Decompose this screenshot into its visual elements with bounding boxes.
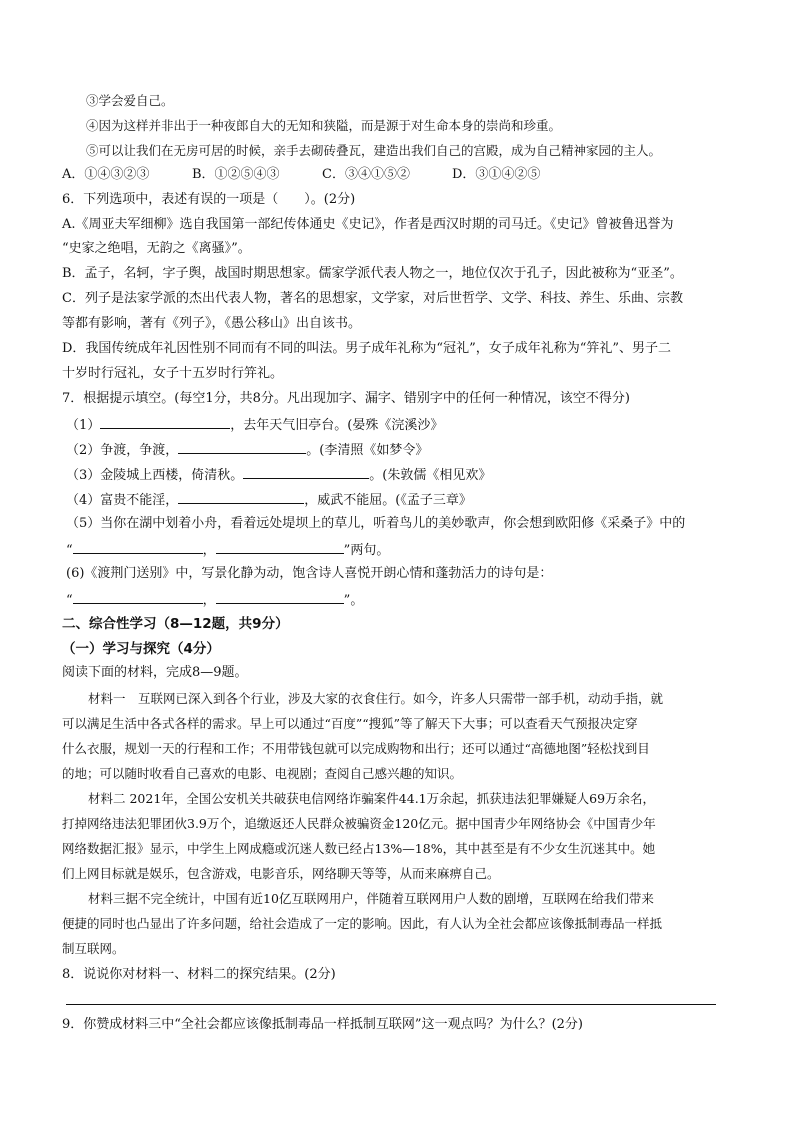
q5-option-b: B．①②⑤④③ — [192, 167, 280, 182]
q7-stem: 7．根据提示填空。(每空1分，共8分。凡出现加字、漏字、错别字中的任何一种情况，该空不得分) — [62, 391, 630, 406]
q5-options — [62, 166, 582, 184]
q5-option-d: D．③①④②⑤ — [452, 167, 541, 182]
material-1-line: 什么衣服，规划一天的行程和工作；不用带钱包就可以完成购物和出行；还可以通过“高德地图”轻松找到目 — [62, 741, 650, 756]
q9-stem: 9．你赞成材料三中“全社会都应该像抵制毒品一样抵制互联网”这一观点吗？为什么？(2分) — [62, 1017, 583, 1032]
material-2-line: 网络数据汇报》显示，中学生上网成瘾或沉迷人数已经占13%—18%，其中甚至是有不少女生沉迷其中。她 — [62, 841, 656, 856]
q5-option-a: A．①④③②③ — [62, 167, 150, 182]
q6-option-c-line1: C．列子是法家学派的杰出代表人物，著名的思想家，文学家，对后世哲学、文学、科技、养生、乐曲、宗教 — [62, 291, 683, 306]
q6-stem: 6．下列选项中，表述有误的一项是（ ）。(2分) — [62, 192, 356, 207]
section-2-subtitle: （一）学习与探究（4分） — [62, 641, 220, 657]
q5-sentence-5: ⑤可以让我们在无房可居的时候，亲手去砌砖叠瓦，建造出我们自己的宫殿，成为自己精神家园的主人。 — [86, 143, 662, 158]
section-2-title: 二、综合性学习（8—12题，共9分） — [62, 616, 289, 632]
answer-blank[interactable] — [178, 440, 306, 454]
material-1-line: 材料一 互联网已深入到各个行业，涉及大家的衣食住行。如今，许多人只需带一部手机，动动手指，就 — [88, 691, 664, 706]
material-2-line: 们上网目标就是娱乐，包含游戏，电影音乐，网络聊天等等，从而来麻痹自己。 — [62, 866, 500, 881]
q6-option-a-line1: A.《周亚夫军细柳》选自我国第一部纪传体通史《史记》，作者是西汉时期的司马迁。《史记》曾被鲁迅誉为 — [62, 217, 674, 232]
q7-item-4: （4）富贵不能淫， ，威武不能屈。(《孟子三章》 — [66, 490, 472, 510]
answer-blank[interactable] — [216, 590, 344, 604]
q7-item-5-line2: “ ， ”两句。 — [66, 540, 389, 560]
answer-blank[interactable] — [73, 540, 203, 554]
answer-blank[interactable] — [216, 540, 344, 554]
material-3-line: 便捷的同时也凸显出了许多问题，给社会造成了一定的影响。因此，有人认为全社会都应该像抵制毒品一样抵 — [62, 916, 663, 931]
q6-option-c-line2: 等都有影响，著有《列子》，《愚公移山》出自该书。 — [62, 316, 362, 331]
q7-item-5-line1: （5）当你在湖中划着小舟，看着远处堤坝上的草儿，听着鸟儿的美妙歌声，你会想到欧阳修《采桑子》中的 — [66, 516, 686, 531]
answer-blank[interactable] — [243, 465, 369, 479]
answer-blank[interactable] — [100, 415, 230, 429]
q7-item-3: （3）金陵城上西楼，倚清秋。 。(朱敦儒《相见欢》 — [66, 465, 491, 485]
q6-option-b: B．孟子，名轲，字子舆，战国时期思想家。儒家学派代表人物之一，地位仅次于孔子，因此被称为“亚圣”。 — [62, 266, 683, 281]
q5-sentence-4: ④因为这样并非出于一种夜郎自大的无知和狭隘，而是源于对生命本身的崇尚和珍重。 — [86, 118, 562, 133]
q5-option-c: C．③④①⑤② — [322, 167, 410, 182]
q7-item-2: （2）争渡，争渡， 。(李清照《如梦令》 — [66, 440, 428, 460]
q7-item-1: （1） ，去年天气旧亭台。(晏殊《浣溪沙》 — [66, 415, 443, 435]
q7-item-6-line1: (6)《渡荆门送别》中，写景化静为动，饱含诗人喜悦开朗心情和蓬勃活力的诗句是： — [66, 566, 553, 581]
q6-option-a-line2: “史家之绝唱，无韵之《离骚》”。 — [62, 241, 251, 256]
q5-sentence-3: ③学会爱自己。 — [86, 93, 174, 108]
answer-blank[interactable] — [73, 590, 203, 604]
material-2-line: 材料二 2021年，全国公安机关共破获电信网络诈骗案件44.1万余起，抓获违法犯罪嫌疑人69万余名， — [88, 791, 656, 806]
answer-blank[interactable] — [178, 490, 304, 504]
material-3-line: 材料三据不完全统计，中国有近10亿互联网用户，伴随着互联网用户人数的剧增，互联网在给我们带来 — [88, 891, 654, 906]
q6-option-d-line1: D．我国传统成年礼因性别不同而有不同的叫法。男子成年礼称为“冠礼”，女子成年礼称为“笄礼”、男子二 — [62, 341, 672, 356]
material-1-line: 可以满足生活中各式各样的需求。早上可以通过“百度”“搜狐”等了解天下大事；可以查看天气预报决定穿 — [62, 716, 638, 731]
material-1-line: 的地；可以随时收看自己喜欢的电影、电视剧；查阅自己感兴趣的知识。 — [62, 766, 463, 781]
material-2-line: 打掉网络违法犯罪团伙3.9万个，追缴返还人民群众被骗资金120亿元。据中国青少年网络协会《中国青少年 — [62, 816, 656, 831]
material-3-line: 制互联网。 — [62, 941, 125, 956]
reading-intro: 阅读下面的材料，完成8—9题。 — [62, 665, 248, 680]
q8-stem: 8．说说你对材料一、材料二的探究结果。(2分) — [62, 967, 336, 982]
q6-option-d-line2: 十岁时行冠礼，女子十五岁时行笄礼。 — [62, 366, 284, 381]
q8-answer-line[interactable] — [66, 1004, 716, 1005]
q7-item-6-line2: “ ， ”。 — [66, 590, 363, 610]
